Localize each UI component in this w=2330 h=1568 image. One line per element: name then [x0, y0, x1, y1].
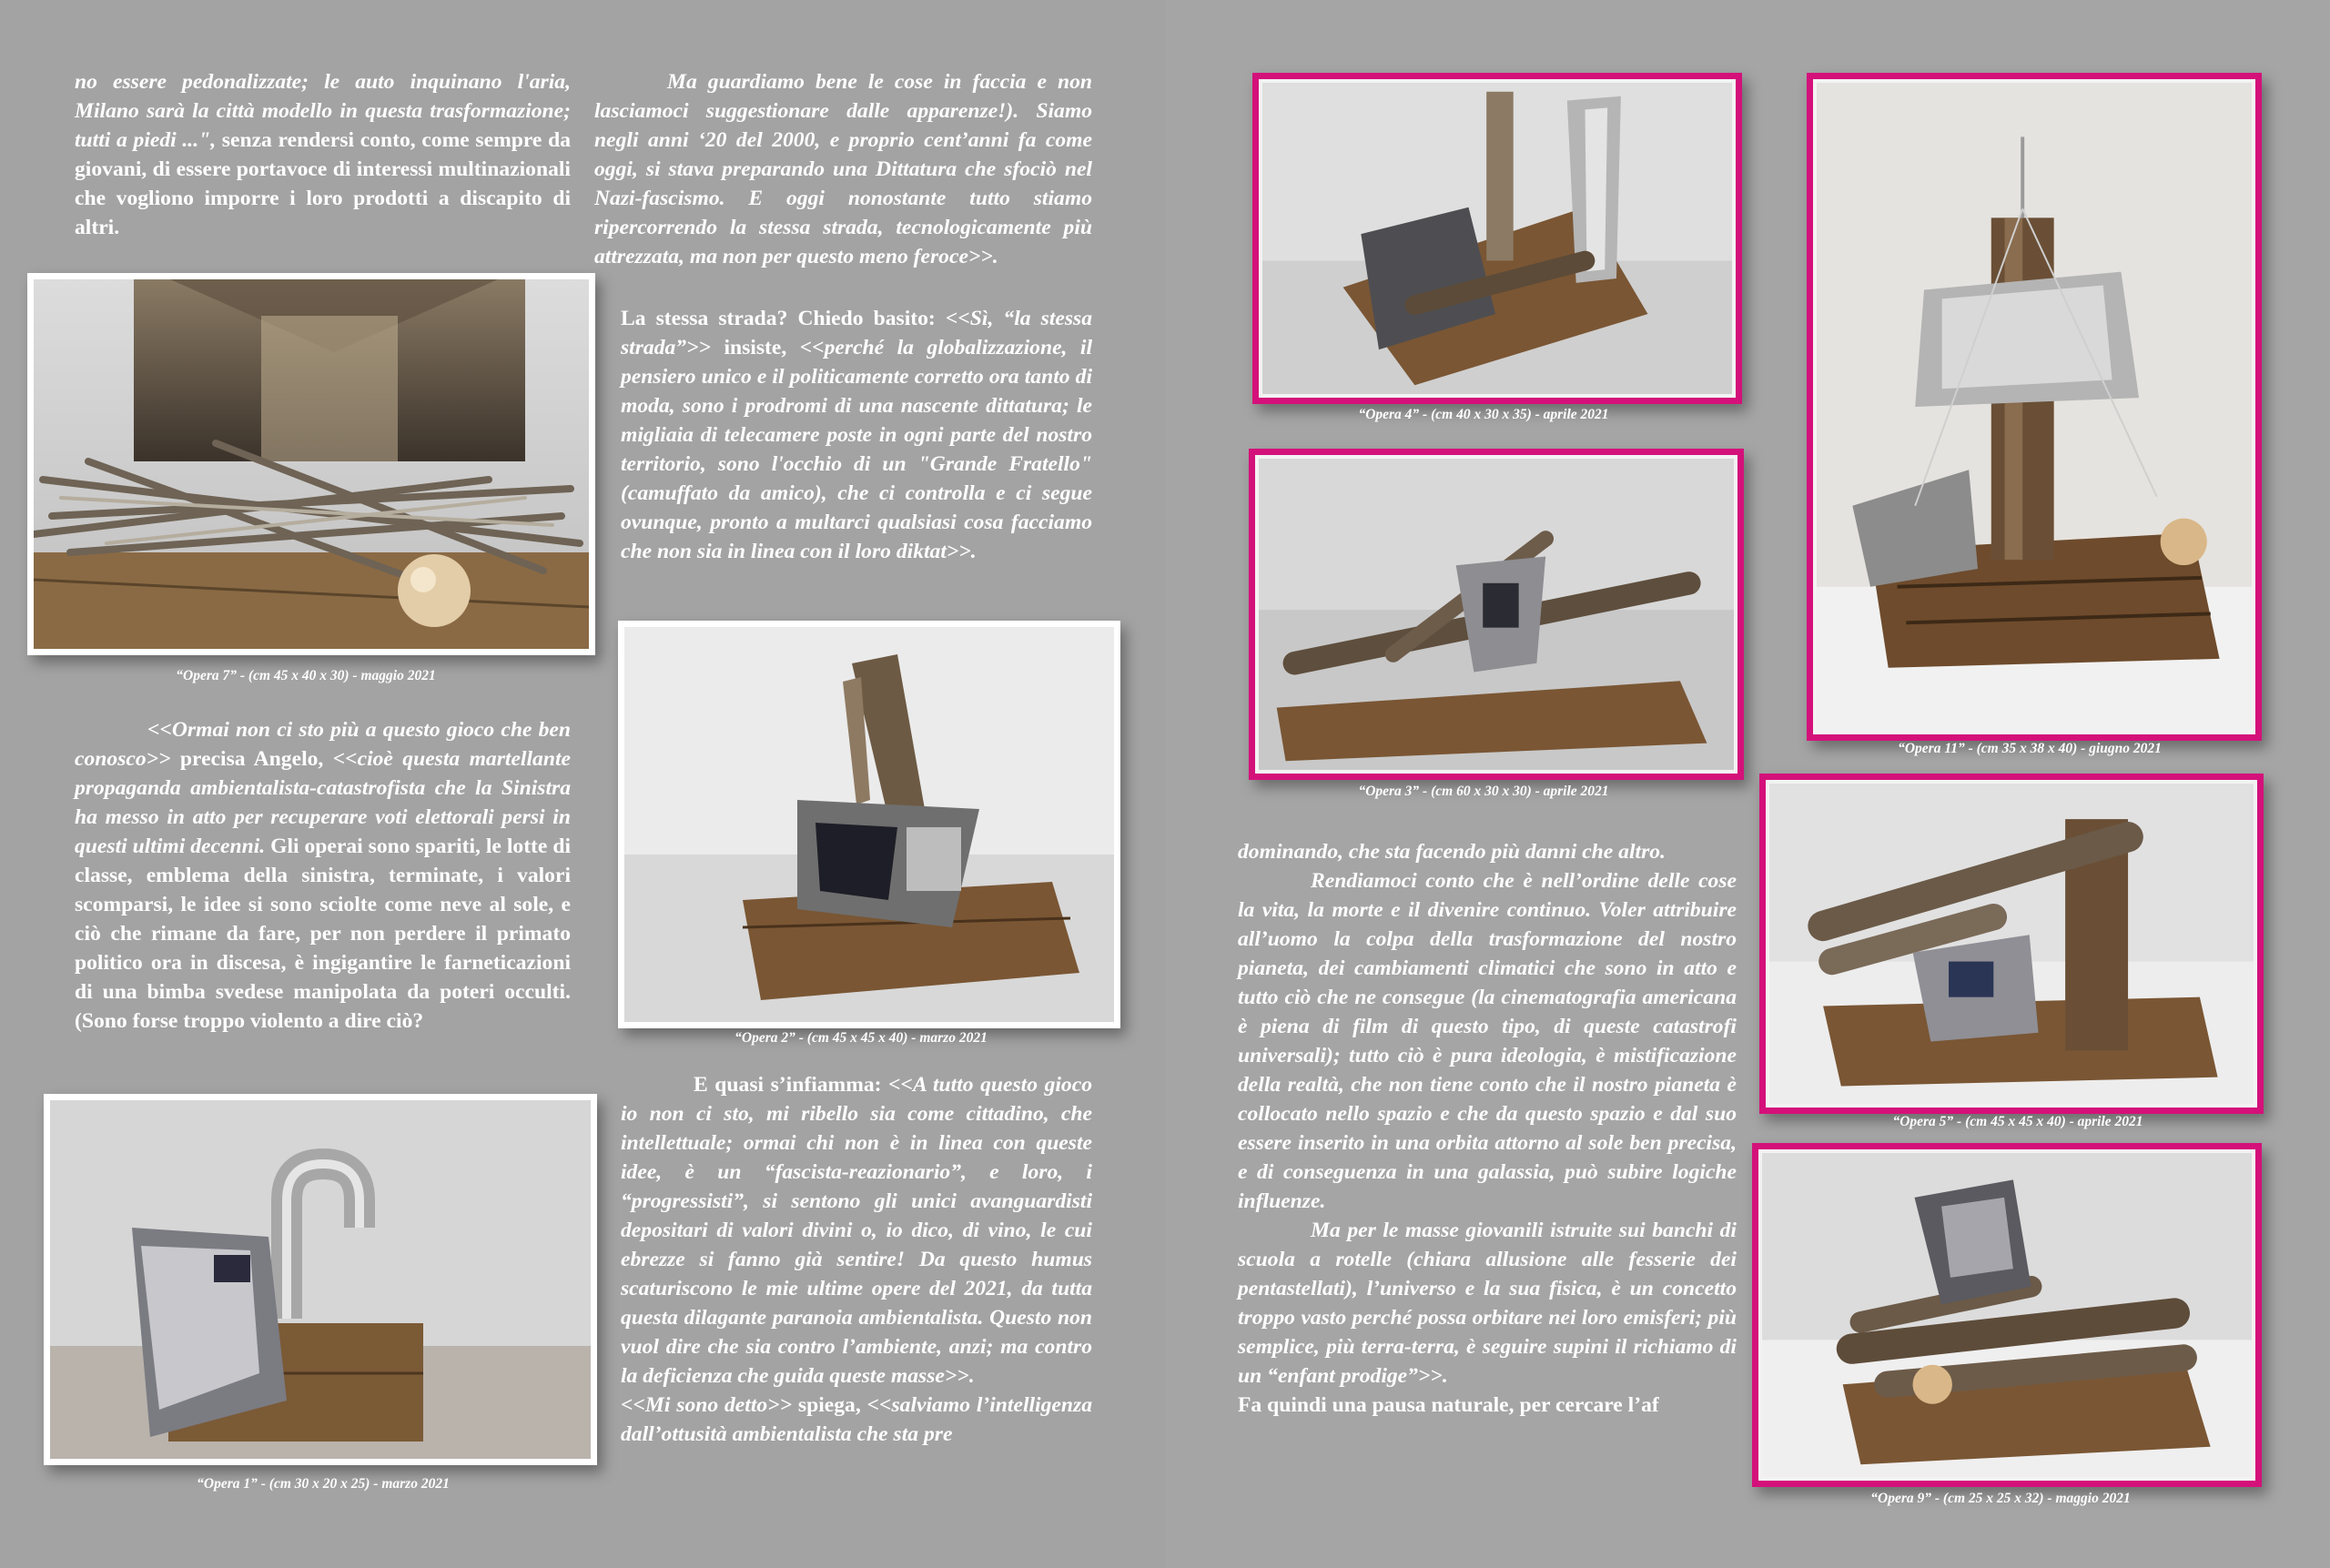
right-column-text — [1238, 837, 1737, 1420]
text-span: <<Sì, “la stessa strada”>> — [621, 307, 1093, 359]
sculpture-image — [50, 1100, 591, 1459]
caption-opera-7: “Opera 7” - (cm 45 x 40 x 30) - maggio 2021 — [176, 668, 436, 683]
text-span: <<Mi sono detto>> — [621, 1393, 793, 1417]
text-span: E quasi s’infiamma: — [694, 1073, 889, 1097]
sculpture-image — [1762, 1153, 2252, 1477]
text-span: dominando, che sta facendo più danni che altro. — [1238, 840, 1666, 864]
photo-opera-1 — [44, 1094, 597, 1465]
photo-opera-5 — [1759, 774, 2264, 1114]
caption-opera-5: “Opera 5” - (cm 45 x 45 x 40) - aprile 2021 — [1892, 1114, 2143, 1129]
sculpture-image — [624, 627, 1114, 1022]
text-span: La stessa strada? Chiedo basito: — [621, 307, 946, 330]
text-span: <<perché la globalizzazione, il pensiero unico e il politicamente corretto ora tanto di moda, sono i prodromi di una nascente dittatura; le migliaia di telecamere poste in ogni parte del nostro territorio, sono l'occhio di un "Grande Fratello" (camuffato da amico), che ci controlla e ci segue ovunque, pronto a multarci qualsiasi cosa facciamo che non sia in linea con il loro diktat>>. — [621, 336, 1092, 563]
left-column-2-mid — [621, 304, 1092, 566]
sculpture-image — [1817, 83, 2252, 731]
caption-opera-9: “Opera 9” - (cm 25 x 25 x 32) - maggio 2021 — [1870, 1491, 2131, 1506]
left-column-2-bottom — [621, 1070, 1092, 1449]
sculpture-image — [1769, 784, 2254, 1104]
caption-opera-2: “Opera 2” - (cm 45 x 45 x 40) - marzo 2021 — [734, 1030, 988, 1046]
photo-opera-7 — [27, 273, 595, 655]
left-column-1-bottom — [75, 715, 571, 1036]
text-span: <<A tutto questo gioco io non ci sto, mi ribello sia come cittadino, che intellettuale; ormai chi non è in linea con queste idee, è un “fascista-reazionario”, e loro, i “progressisti”, si sentono gli unici avanguardisti depositari di valori divini o, io dico, di vino, le cui ebrezze si fanno già sentire! Da questo humus scaturiscono le mie ultime opere del 2021, da tutta questa dilagante paranoia ambientalista. Questo non vuol dire che sia contro l’ambiente, anzi; ma contro la deficienza che guida queste masse>>. — [621, 1073, 1092, 1388]
caption-opera-1: “Opera 1” - (cm 30 x 20 x 25) - marzo 2021 — [197, 1476, 450, 1492]
sculpture-image — [34, 279, 589, 649]
text-span: senza rendersi conto, come sempre da giovani, di essere portavoce di interessi multinazionali che vogliono imporre i loro prodotti a discapito di altri. — [75, 128, 571, 239]
text-span: no essere pedonalizzate; le auto inquinano l'aria, Milano sarà la città modello in questa trasformazione; tutti a piedi ...", — [75, 70, 571, 152]
caption-opera-11: “Opera 11” - (cm 35 x 38 x 40) - giugno 2021 — [1898, 741, 2162, 756]
left-column-2-top — [594, 67, 1092, 271]
photo-opera-9 — [1752, 1143, 2262, 1487]
text-span: Ma per le masse giovanili istruite sui banchi di scuola a rotelle (chiara allusione alle fesserie dei pentastellati), l’universo e la sua fisica, è un concetto troppo vasto perché possa orbitare nei loro emisferi; più semplice, più terra-terra, è seguire supini il richiamo di un “enfant prodige”>>. — [1238, 1219, 1737, 1388]
text-span: <<cioè questa martellante propaganda ambientalista-catastrofista che la Sinistra ha messo in atto per recuperare voti elettorali persi in questi ultimi decenni. — [75, 747, 571, 858]
photo-opera-11 — [1807, 73, 2262, 741]
left-column-1-top — [75, 67, 571, 242]
text-span: spiega, — [792, 1393, 867, 1417]
sculpture-image — [1262, 83, 1732, 394]
photo-opera-4 — [1252, 73, 1742, 404]
text-span: insiste, — [711, 336, 800, 359]
text-span: Ma guardiamo bene le cose in faccia e non lasciamoci suggestionare dalle apparenze!). Siamo negli anni ‘20 del 2000, e proprio cent’anni fa come oggi, si stava preparando una Dittatura che sfociò nel Nazi-fascismo. E oggi nonostante tutto stiamo ripercorrendo la stessa strada, tecnologicamente più attrezzata, ma non per questo meno feroce>>. — [594, 70, 1092, 268]
text-span: Gli operai sono spariti, le lotte di classe, emblema della sinistra, terminate, i valori scomparsi, le idee si sono sciolte come neve al sole, e ciò che rimane da fare, per non perdere il primato politico ora in discesa, è ingigantire le farneticazioni di una bimba svedese manipolata da poteri occulti. (Sono forse troppo violento a dire ciò? — [75, 835, 571, 1033]
photo-opera-3 — [1249, 449, 1744, 780]
photo-opera-2 — [618, 621, 1120, 1028]
sculpture-image — [1259, 459, 1734, 770]
text-span: <<salviamo l’intelligenza dall’ottusità ambientalista che sta pre — [621, 1393, 1092, 1446]
text-span: Fa quindi una pausa naturale, per cercare l’af — [1238, 1393, 1659, 1417]
caption-opera-4: “Opera 4” - (cm 40 x 30 x 35) - aprile 2021 — [1358, 407, 1609, 422]
text-span: precisa Angelo, — [170, 747, 333, 771]
text-span: <<Ormai non ci sto più a questo gioco che ben conosco>> — [75, 718, 571, 771]
caption-opera-3: “Opera 3” - (cm 60 x 30 x 30) - aprile 2021 — [1358, 784, 1609, 799]
text-span: Rendiamoci conto che è nell’ordine delle cose la vita, la morte e il divenire continuo. Voler attribuire all’uomo la colpa della trasformazione del nostro pianeta, dei cambiamenti climatici che sono in atto e tutto ciò che ne consegue (la cinematografia americana è piena di film di questo tipo, di queste catastrofi universali); tutto ciò è pura ideologia, è mistificazione della realtà, che non tiene conto che il nostro pianeta è collocato nello spazio e che da questo spazio e dal suo essere inserito in una orbita attorno al sole ben precisa, e di conseguenza in una galassia, può subire logiche influenze. — [1238, 869, 1737, 1213]
